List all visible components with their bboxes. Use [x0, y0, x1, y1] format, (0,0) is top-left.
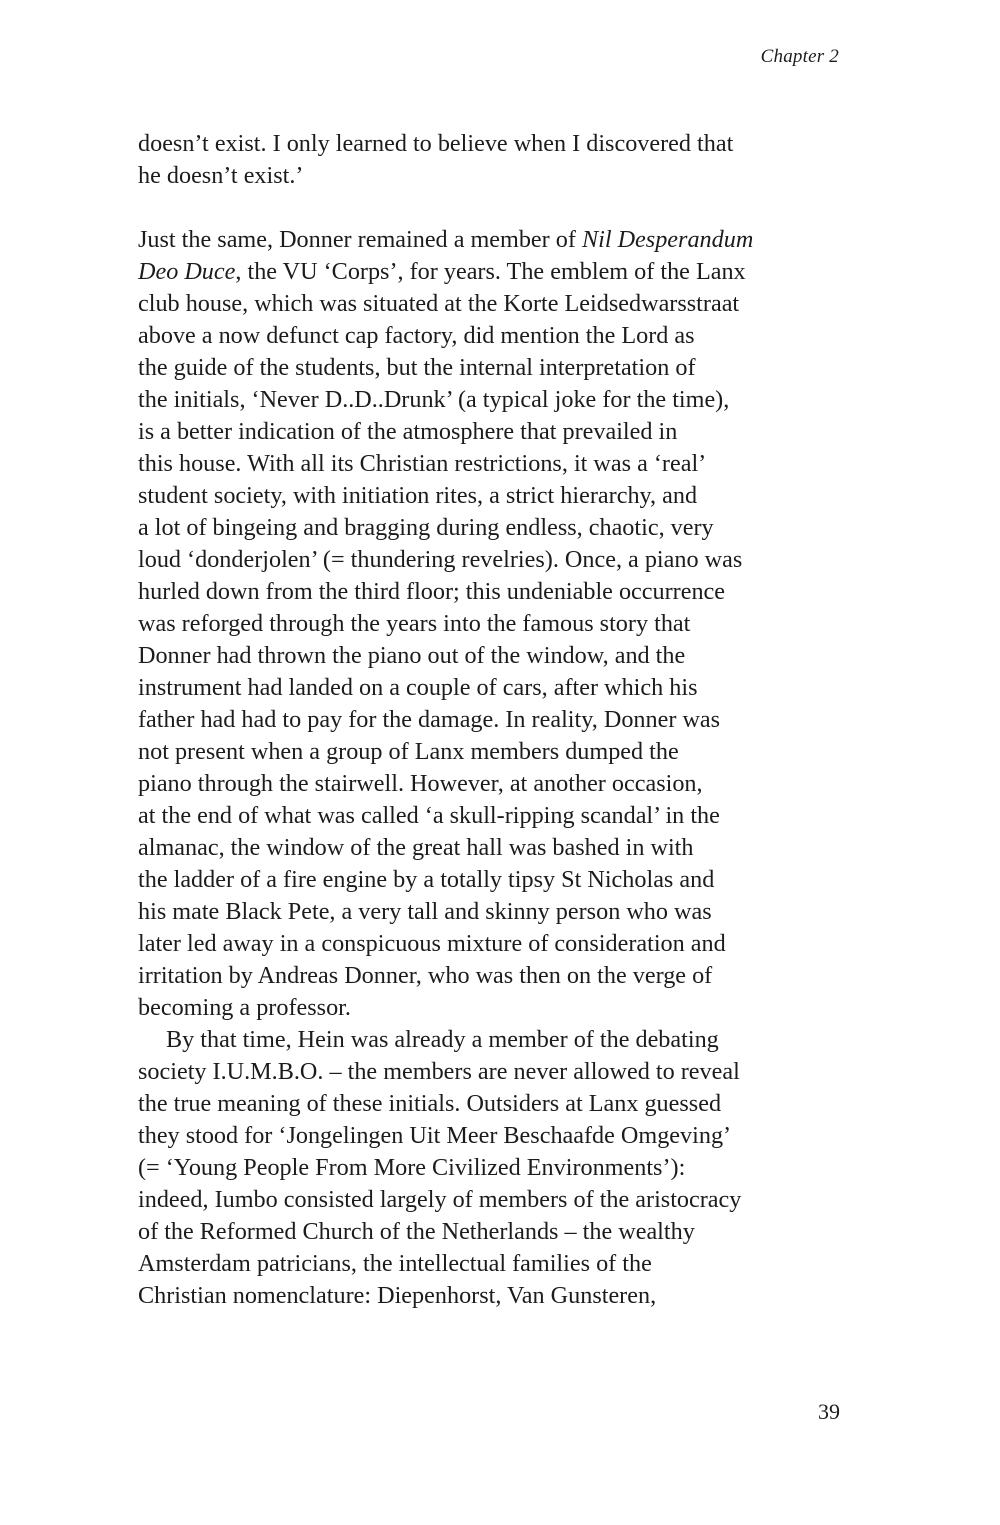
text-line: not present when a group of Lanx members dumped the — [138, 738, 679, 765]
text-line: the ladder of a fire engine by a totally tipsy St Nicholas and — [138, 866, 715, 893]
text-line: the guide of the students, but the internal interpretation of — [138, 354, 696, 381]
text-run: Just the same, Donner remained a member of — [138, 226, 582, 253]
text-line: Amsterdam patricians, the intellectual families of the — [138, 1250, 652, 1277]
text-line: his mate Black Pete, a very tall and skinny person who was — [138, 898, 712, 925]
text-line: at the end of what was called ‘a skull-ripping scandal’ in the — [138, 802, 720, 829]
text-line: Christian nomenclature: Diepenhorst, Van Gunsteren, — [138, 1282, 657, 1309]
text-line: Donner had thrown the piano out of the window, and the — [138, 642, 686, 669]
text-line: he doesn’t exist.’ — [138, 162, 304, 189]
text-line: of the Reformed Church of the Netherlands – the wealthy — [138, 1218, 695, 1245]
text-line — [138, 256, 878, 288]
text-line: later led away in a conspicuous mixture of consideration and — [138, 930, 726, 957]
paragraph-gap — [138, 192, 878, 224]
text-line: this house. With all its Christian restrictions, it was a ‘real’ — [138, 450, 707, 477]
body-text — [138, 128, 878, 1312]
running-head: Chapter 2 — [760, 46, 839, 67]
text-line: instrument had landed on a couple of cars, after which his — [138, 674, 698, 701]
text-line: almanac, the window of the great hall was bashed in with — [138, 834, 694, 861]
text-line: irritation by Andreas Donner, who was then on the verge of — [138, 962, 713, 989]
text-line: loud ‘donderjolen’ (= thundering revelries). Once, a piano was — [138, 546, 743, 573]
text-line-indented: By that time, Hein was already a member of the debating — [166, 1026, 719, 1053]
italic-title: Deo Duce — [138, 258, 236, 285]
text-line: society I.U.M.B.O. – the members are never allowed to reveal — [138, 1058, 740, 1085]
text-line: student society, with initiation rites, a strict hierarchy, and — [138, 482, 698, 509]
page-number: 39 — [818, 1399, 840, 1424]
text-line — [138, 224, 878, 256]
text-line: becoming a professor. — [138, 994, 351, 1021]
text-line: a lot of bingeing and bragging during endless, chaotic, very — [138, 514, 714, 541]
text-line: piano through the stairwell. However, at another occasion, — [138, 770, 703, 797]
text-line: club house, which was situated at the Korte Leidsedwarsstraat — [138, 290, 740, 317]
text-line: father had had to pay for the damage. In reality, Donner was — [138, 706, 721, 733]
text-line: was reforged through the years into the famous story that — [138, 610, 691, 637]
text-line: indeed, Iumbo consisted largely of members of the aristocracy — [138, 1186, 742, 1213]
italic-title: Nil Desperandum — [581, 226, 754, 253]
text-line: they stood for ‘Jongelingen Uit Meer Beschaafde Omgeving’ — [138, 1122, 732, 1149]
text-line: (= ‘Young People From More Civilized Environments’): — [138, 1154, 686, 1181]
text-line: is a better indication of the atmosphere that prevailed in — [138, 418, 678, 445]
text-line: doesn’t exist. I only learned to believe when I discovered that — [138, 130, 734, 157]
text-line: the true meaning of these initials. Outsiders at Lanx guessed — [138, 1090, 722, 1117]
text-run: , the VU ‘Corps’, for years. The emblem of the Lanx — [235, 258, 746, 285]
text-line: hurled down from the third floor; this undeniable occurrence — [138, 578, 726, 605]
text-line: the initials, ‘Never D..D..Drunk’ (a typical joke for the time), — [138, 386, 730, 413]
text-line: above a now defunct cap factory, did mention the Lord as — [138, 322, 695, 349]
